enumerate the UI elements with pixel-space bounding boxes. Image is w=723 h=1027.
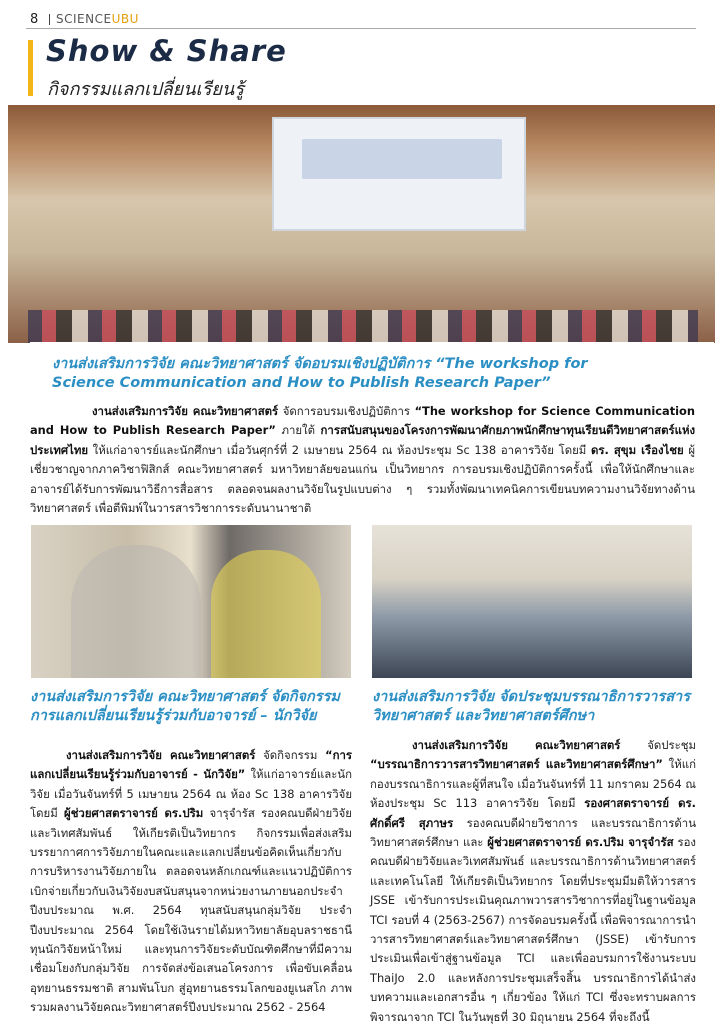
article3-body: งานส่งเสริมการวิจัย คณะวิทยาศาสตร์ จัดประชุม “บรรณาธิการวารสารวิทยาศาสตร์ และวิทยาศาสตร์ศึกษา” ให้แก่กองบรรณาธิการและผู้ที่สนใจ เมื่อวันจันทร์ที่ 11 มกราคม 2564 ณ ห้องประชุม Sc 113 อาคารวิจัย โดยมี รองศาสตราจารย์ ดร. ศักดิ์ศรี สุภาษร รองคณบดีฝ่ายวิชาการ และบรรณาธิการด้านวิทยาศาสตร์ศึกษา และ ผู้ช่วยศาสตราจารย์ ดร.ปริม จารุจำรัส รองคณบดีฝ่ายวิจัยและวิเทศสัมพันธ์ และบรรณาธิการด้านวิทยาศาสตร์และเทคโนโลยี ให้เกียรติเป็นวิทยากร โดยที่ประชุมมีมติให้วารสาร JSSE เข้ารับการประเมินคุณภาพวารสารวิชาการที่อยู่ในฐานข้อมูล TCI รอบที่ 4 (2563-2567) การจัดอบรมครั้งนี้ เพื่อพิจารณาการนำวารสารวิทยาศาสตร์และวิทยาศาสตร์ศึกษา (JSSE) เข้ารับการประเมินเพื่อเข้าสู่ฐานข้อมูล TCI และเพื่ออบรมการใช้งานระบบ ThaiJo 2.0 และหลังการประชุมเสร็จสิ้น บรรณาธิการได้นำส่งบทความและเอกสารอื่น ๆ เกี่ยวข้อง ให้แก่ TCI ซึ่งจะทราบผลการพิจารณาจาก TCI ในวันพุธที่ 30 มิถุนายน 2564 ที่จะถึงนี้ — [370, 738, 696, 1024]
exchange-activity-photo — [31, 525, 351, 678]
participants-group — [28, 310, 698, 343]
article2-caption: งานส่งเสริมการวิจัย คณะวิทยาศาสตร์ จัดกิจกรรมการแลกเปลี่ยนเรียนรู้ร่วมกับอาจารย์ – นักวิจัย — [30, 689, 340, 724]
header-separator — [49, 14, 50, 25]
brand-part1: SCIENCE — [56, 12, 112, 26]
brand-label — [56, 12, 139, 26]
title-accent-bar — [28, 40, 33, 96]
editorial-meeting-photo — [372, 525, 692, 678]
article1-body: งานส่งเสริมการวิจัย คณะวิทยาศาสตร์ จัดการอบรมเชิงปฏิบัติการ “The workshop for Science Communication and How to Publish Research Paper” ภายใต้ การสนับสนุนของโครงการพัฒนาศักยภาพนักศึกษาทุนเรียนดีวิทยาศาสตร์แห่งประเทศไทย ให้แก่อาจารย์และนักศึกษา เมื่อวันศุกร์ที่ 2 เมษายน 2564 ณ ห้องประชุม Sc 138 อาคารวิจัย โดยมี ดร. สุขุม เรืองไชย ผู้เชี่ยวชาญจากภาควิชาฟิสิกส์ คณะวิทยาศาสตร์ มหาวิทยาลัยขอนแก่น เป็นวิทยากร การอบรมเชิงปฏิบัติการครั้งนี้ เพื่อให้นักศึกษาและอาจารย์ได้รับการพัฒนาวิธีการสื่อสาร ตลอดจนผลงานวิจัยในรูปแบบต่าง ๆ รวมทั้งพัฒนาเทคนิคการเขียนบทความงานวิจัยทางด้านวิทยาศาสตร์ เพื่อตีพิมพ์ในวารสารวิชาการระดับนานาชาติ — [30, 404, 696, 516]
brand-part2: UBU — [111, 12, 139, 26]
workshop-group-photo — [8, 105, 715, 343]
page-number: 8 — [30, 12, 39, 27]
screen-slide — [302, 139, 502, 179]
article1-caption: งานส่งเสริมการวิจัย คณะวิทยาศาสตร์ จัดอบรมเชิงปฏิบัติการ “The workshop for Science Communication and How to Publish Research Paper” — [52, 356, 588, 391]
speaker-right — [211, 550, 321, 678]
header-rule — [26, 28, 696, 29]
projection-screen — [272, 117, 526, 231]
article2-body: งานส่งเสริมการวิจัย คณะวิทยาศาสตร์ จัดกิจกรรม “การแลกเปลี่ยนเรียนรู้ร่วมกับอาจารย์ - นักวิจัย” ให้แก่อาจารย์และนักวิจัย เมื่อวันจันทร์ที่ 5 เมษายน 2564 ณ ห้อง Sc 138 อาคารวิจัย โดยมี ผู้ช่วยศาสตราจารย์ ดร.ปริม จารุจำรัส รองคณบดีฝ่ายวิจัยและวิเทศสัมพันธ์ ให้เกียรติเป็นวิทยากร กิจกรรมเพื่อส่งเสริมบรรยากาศการวิจัยภายในคณะและแลกเปลี่ยนข้อคิดเห็นเกี่ยวกับการบริหารงานวิจัยภายใน ตลอดจนหลักเกณฑ์และแนวปฏิบัติการเบิกจ่ายเกี่ยวกับเงินวิจัยงบสนับสนุนจากหน่วยงานภายนอกประจำปีงบประมาณ พ.ศ. 2564 ทุนสนับสนุนกลุ่มวิจัย ประจำปีงบประมาณ 2564 โดยใช้เงินรายได้มหาวิทยาลัยอุบลราชธานี ทุนนักวิจัยหน้าใหม่ และทุนการวิจัยระดับบัณฑิตศึกษาที่มีความเชื่อมโยงกับกลุ่มวิจัย การจัดส่งข้อเสนอโครงการ เพื่อขับเคลื่อนอุทยานธรรมชาติ สามพันโบก สู่อุทยานธรรมโลกของยูเนสโก ภาพรวมผลงานวิจัยคณะวิทยาศาสตร์ปีงบประมาณ 2562 - 2564 — [30, 748, 352, 1015]
section-title: Show & Share — [46, 34, 287, 68]
speaker-left — [71, 545, 201, 678]
article3-caption: งานส่งเสริมการวิจัย จัดประชุมบรรณาธิการวารสารวิทยาศาสตร์ และวิทยาศาสตร์ศึกษา — [372, 689, 690, 724]
section-subtitle: กิจกรรมแลกเปลี่ยนเรียนรู้ — [47, 79, 244, 100]
